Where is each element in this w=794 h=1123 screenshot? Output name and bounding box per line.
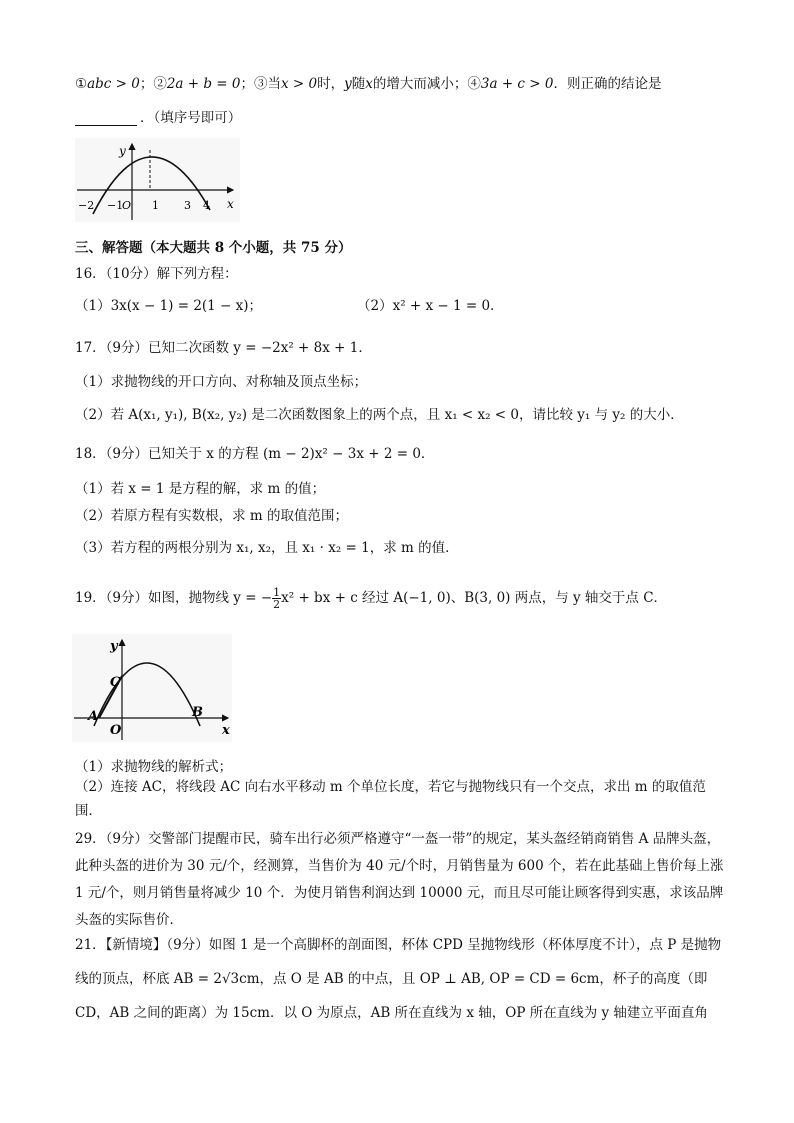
y-axis-label: y [110, 639, 118, 654]
q18-part3: （3）若方程的两根分别为 x₁, x₂，且 x₁ · x₂ = 1，求 m 的值． [75, 540, 459, 556]
q19-part1: （1）求抛物线的解析式； [75, 759, 233, 775]
q16-title: 16．（10分）解下列方程： [75, 266, 238, 282]
point-B-label: B [192, 705, 203, 720]
tick-neg2: −2 [78, 199, 95, 212]
q18-title: 18．（9分）已知关于 x 的方程 (m − 2)x² − 3x + 2 = 0． [75, 446, 435, 462]
q19-title: 19．（9分）如图，抛物线 y = − $\frac{1}{2}$ x² + bx + c 经过 A(−1, 0)、B(3, 0) 两点，与 y 轴交于点 C． [75, 586, 668, 611]
q15-line2: ．（填序号即可） [75, 106, 241, 126]
fraction-one-half: $\frac{1}{2}$ [273, 586, 281, 611]
tick-origin: O [122, 199, 132, 212]
section-title: 三、解答题（本大题共 8 个小题，共 75 分） [75, 240, 352, 256]
q16-part2: （2）x² + x − 1 = 0． [357, 298, 504, 314]
q19-graph [72, 634, 232, 742]
x-axis-label: x [227, 197, 234, 211]
graph-bg [72, 634, 232, 742]
y-axis-label: y [119, 144, 126, 158]
answer-blank[interactable] [75, 111, 137, 126]
q17-part1: （1）求抛物线的开口方向、对称轴及顶点坐标； [75, 374, 368, 390]
tick-3: 3 [184, 199, 191, 212]
origin-label: O [110, 723, 122, 738]
tick-1: 1 [152, 199, 159, 212]
q17-part2: （2）若 A(x₁, y₁), B(x₂, y₂) 是二次函数图象上的两个点，且 x₁ < x₂ < 0，请比较 y₁ 与 y₂ 的大小． [75, 407, 684, 423]
q18-part1: （1）若 x = 1 是方程的解，求 m 的值； [75, 481, 326, 497]
q21-text: 21．【新情境】（9分）如图 1 是一个高脚杯的剖面图，杯体 CPD 呈抛物线形（杯体厚度不计），点 P 是抛物线的顶点，杯底 AB = 2√3cm，点 O 是 AB 的中点，且 OP ⊥ AB, OP = CD = 6cm，杯子的高度（即 CD，AB 之间的距离）为 15cm．以 O 为原点，AB 所在直线为 x 轴，OP 所在直线为 y 轴建立平面直角 [75, 937, 722, 1021]
q20-text: 29．（9分）交警部门提醒市民，骑车出行必须严格遵守“一盔一带”的规定，某头盔经销商销售 A 品牌头盔，此种头盔的进价为 30 元/个，经测算，当售价为 40 元/个时，月销售量为 600 个，若在此基础上售价每上涨 1 元/个，则月销售量将减少 10 个．为使月销售利润达到 10000 元，而且尽可能让顾客得到实惠，求该品牌头盔的实际售价． [75, 831, 724, 928]
point-C-label: C [110, 675, 121, 690]
point-A-label: A [88, 709, 99, 724]
tick-4: 4 [203, 199, 210, 212]
q19-part2: （2）连接 AC，将线段 AC 向右水平移动 m 个单位长度，若它与抛物线只有一个交点，求出 m 的取值范围． [75, 779, 706, 819]
tick-neg1: −1 [107, 199, 124, 212]
x-axis-label: x [222, 723, 230, 738]
q15-line1: ①abc > 0；②2a + b = 0；③当x > 0时，y随x的增大而减小；④3a + c > 0．则正确的结论是 [75, 76, 662, 92]
q15-graph [75, 138, 240, 222]
q16-part1: （1）3x(x − 1) = 2(1 − x)； [75, 298, 263, 314]
q17-title: 17．（9分）已知二次函数 y = −2x² + 8x + 1． [75, 340, 372, 356]
q18-part2: （2）若原方程有实数根，求 m 的取值范围； [75, 508, 348, 524]
